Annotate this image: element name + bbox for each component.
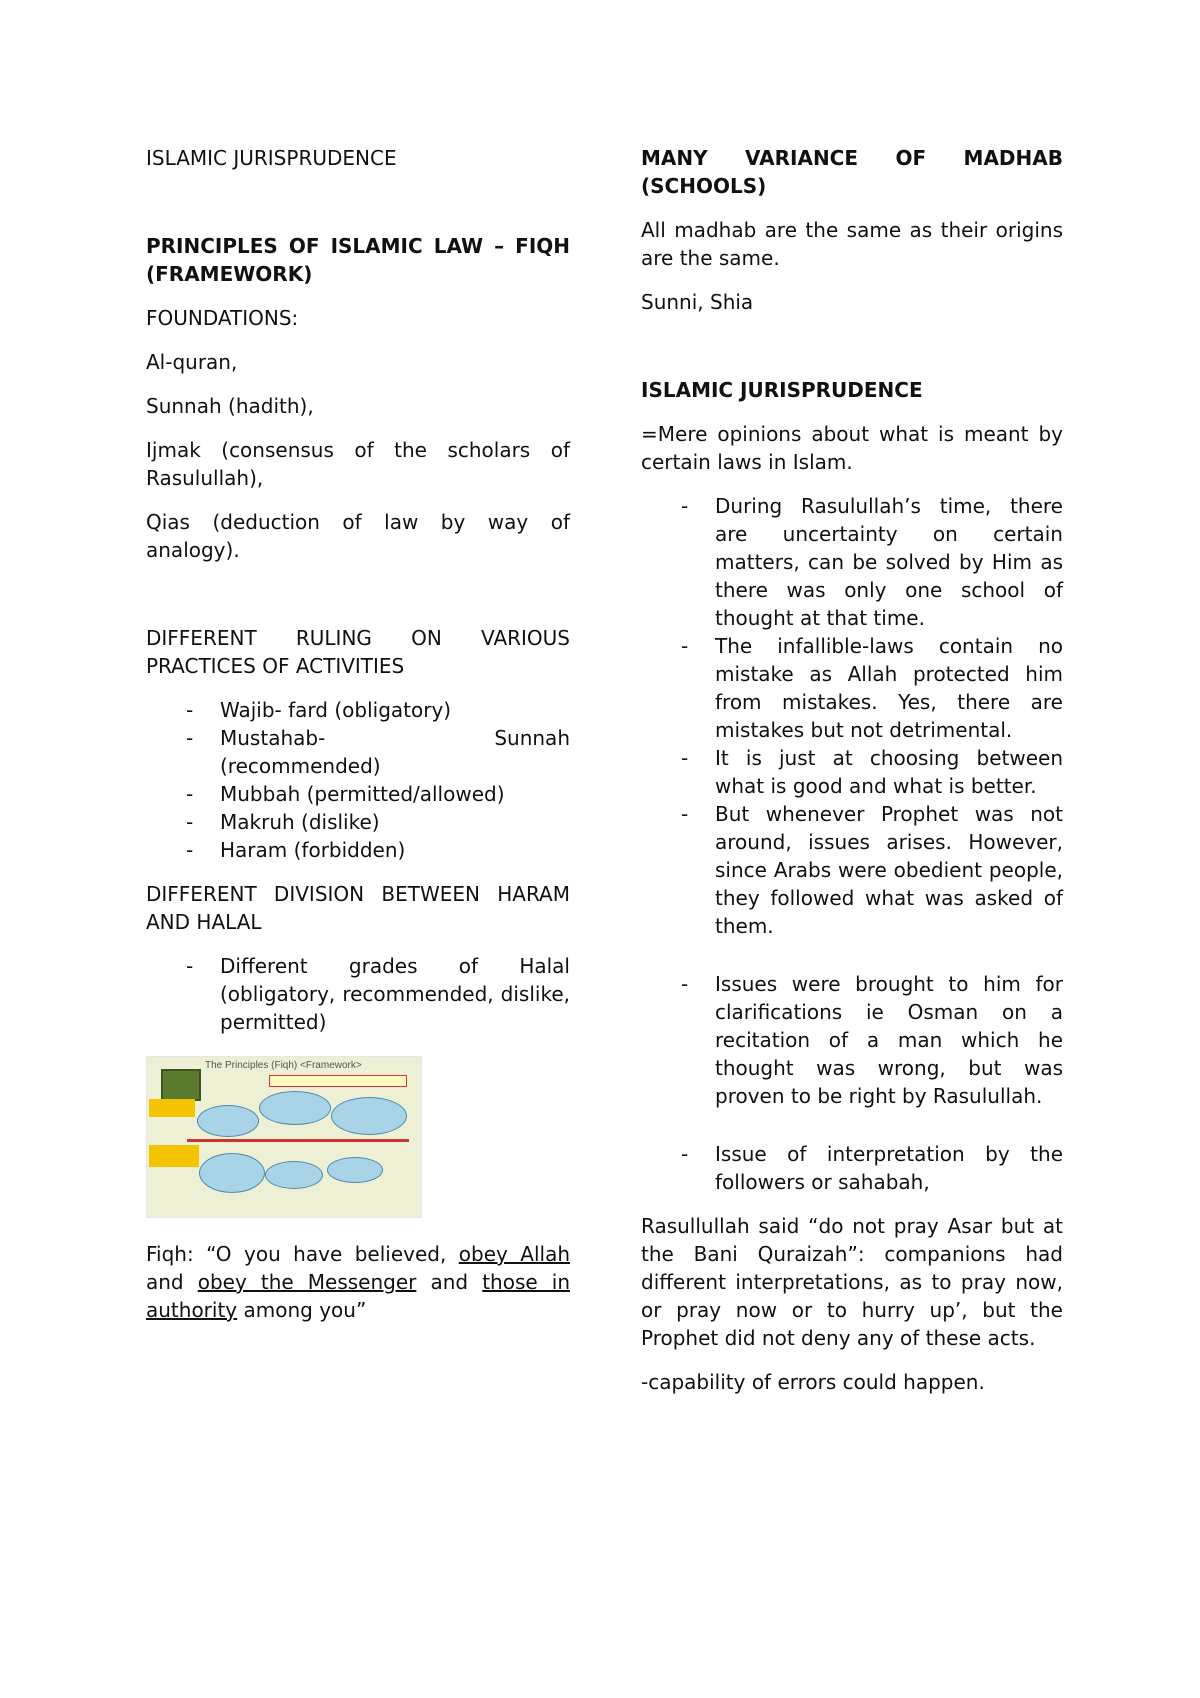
list-item: - It is just at choosing between what is good and what is better. bbox=[641, 744, 1063, 800]
fiqh-quote: Fiqh: “O you have believed, obey Allah and obey the Messenger and those in authority among you” bbox=[146, 1242, 571, 1322]
foundation-item: Al-quran, bbox=[146, 350, 238, 374]
foundations-label: FOUNDATIONS: bbox=[146, 306, 299, 330]
list-item: - During Rasulullah’s time, there are uncertainty on certain matters, can be solved by Him as there was only one school of thought at that time. bbox=[641, 492, 1063, 632]
diagram-label bbox=[149, 1099, 195, 1117]
jurisprudence-heading: ISLAMIC JURISPRUDENCE bbox=[641, 378, 923, 402]
errors-text: -capability of errors could happen. bbox=[641, 1370, 985, 1394]
foundation-item: Sunnah (hadith), bbox=[146, 394, 314, 418]
points-list-b bbox=[641, 970, 1063, 1110]
diagram-node-qias bbox=[199, 1153, 265, 1193]
quote-underline: obey the Messenger bbox=[197, 1270, 417, 1294]
diagram-note-box bbox=[269, 1075, 407, 1087]
right-column bbox=[641, 144, 1063, 1412]
quote-underline: those in authority bbox=[146, 1270, 571, 1322]
book-icon bbox=[161, 1069, 201, 1101]
diagram-node-quran bbox=[197, 1105, 259, 1137]
rulings-list bbox=[146, 696, 570, 864]
main-title: ISLAMIC JURISPRUDENCE bbox=[146, 146, 397, 170]
diagram-node-ijmak bbox=[331, 1097, 407, 1135]
list-item: - Different grades of Halal (obligatory, recommended, dislike, permitted) bbox=[146, 952, 570, 1036]
list-item: - Issue of interpretation by the followers or sahabah, bbox=[641, 1140, 1063, 1196]
diagram-label bbox=[149, 1145, 199, 1167]
jurisprudence-definition: =Mere opinions about what is meant by certain laws in Islam. bbox=[641, 422, 1063, 474]
list-item: - The infallible-laws contain no mistake as Allah protected him from mistakes. Yes, there are mistakes but not detrimental. bbox=[641, 632, 1063, 744]
foundation-item: Ijmak (consensus of the scholars of Rasulullah), bbox=[146, 438, 570, 490]
points-list-a bbox=[641, 492, 1063, 940]
diagram-node-sunnah bbox=[259, 1091, 331, 1125]
list-item: - Wajib- fard (obligatory) bbox=[146, 696, 570, 724]
division-heading: DIFFERENT DIVISION BETWEEN HARAM AND HALAL bbox=[146, 882, 570, 934]
foundation-item: Qias (deduction of law by way of analogy). bbox=[146, 510, 570, 562]
list-item: - Mubbah (permitted/allowed) bbox=[146, 780, 570, 808]
madhab-heading: MANY VARIANCE OF MADHAB (SCHOOLS) bbox=[641, 146, 1063, 198]
list-item: - Haram (forbidden) bbox=[146, 836, 570, 864]
fiqh-framework-diagram bbox=[146, 1056, 422, 1218]
points-list-c bbox=[641, 1140, 1063, 1196]
principles-heading: PRINCIPLES OF ISLAMIC LAW – FIQH (FRAMEWORK) bbox=[146, 234, 570, 286]
diagram-title: The Principles (Fiqh) <Framework> bbox=[205, 1060, 362, 1071]
sects-text: Sunni, Shia bbox=[641, 290, 754, 314]
quote-underline: obey Allah bbox=[458, 1242, 571, 1266]
list-item: - Makruh (dislike) bbox=[146, 808, 570, 836]
list-item: - Issues were brought to him for clarifications ie Osman on a recitation of a man which he thought was wrong, but was proven to be right by Rasulullah. bbox=[641, 970, 1063, 1110]
quraizah-text: Rasullullah said “do not pray Asar but at the Bani Quraizah”: companions had different interpretations, as to pray now, or pray now or to hurry up’, but the Prophet did not deny any of these acts. bbox=[641, 1214, 1063, 1350]
diagram-node-urf bbox=[265, 1161, 323, 1189]
list-item: - But whenever Prophet was not around, issues arises. However, since Arabs were obedient people, they followed what was asked of them. bbox=[641, 800, 1063, 940]
diagram-node-other bbox=[327, 1157, 383, 1183]
list-item: - Mustahab- Sunnah (recommended) bbox=[146, 724, 570, 780]
division-list bbox=[146, 952, 570, 1036]
diagram-divider bbox=[187, 1139, 409, 1142]
left-column bbox=[146, 144, 570, 1340]
ruling-heading: DIFFERENT RULING ON VARIOUS PRACTICES OF ACTIVITIES bbox=[146, 626, 570, 678]
madhab-text: All madhab are the same as their origins are the same. bbox=[641, 218, 1063, 270]
